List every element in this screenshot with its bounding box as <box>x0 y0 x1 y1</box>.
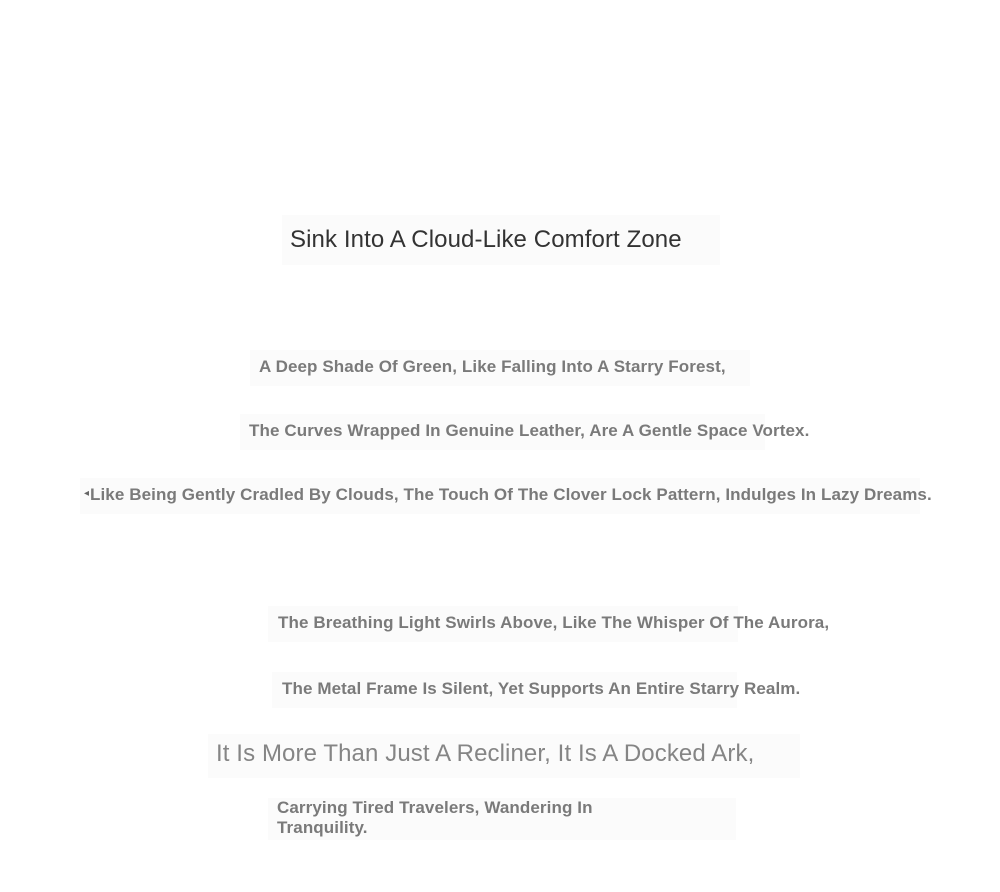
stanza-line: Like Being Gently Cradled By Clouds, The Touch Of The Clover Lock Pattern, Indulges In Lazy Dreams. <box>90 485 932 504</box>
stanza-line: The Breathing Light Swirls Above, Like The Whisper Of The Aurora, <box>278 613 830 632</box>
stanza-line: The Curves Wrapped In Genuine Leather, Are A Gentle Space Vortex. <box>249 421 810 440</box>
stanza-line: The Metal Frame Is Silent, Yet Supports An Entire Starry Realm. <box>282 679 801 698</box>
bullet-icon: ◂ <box>84 488 90 499</box>
emphasis-line: It Is More Than Just A Recliner, It Is A Docked Ark, <box>216 740 755 767</box>
page-heading: Sink Into A Cloud-Like Comfort Zone <box>290 226 682 253</box>
stanza-line: A Deep Shade Of Green, Like Falling Into A Starry Forest, <box>259 357 726 376</box>
closing-line: Carrying Tired Travelers, Wandering In Tranquility. <box>277 798 593 837</box>
